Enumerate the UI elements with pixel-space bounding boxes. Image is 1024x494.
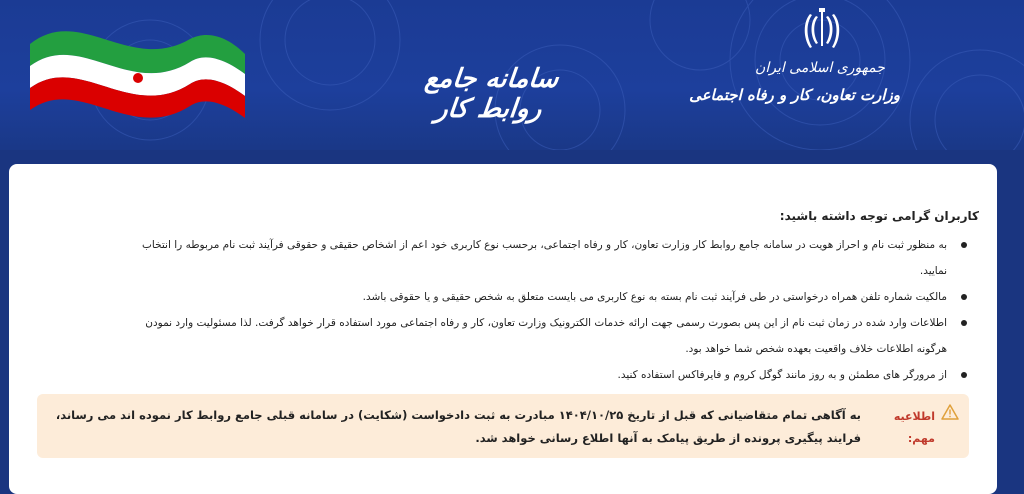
list-item: از مرورگر های مطمئن و به روز مانند گوگل کروم و فایرفاکس استفاده کنید. xyxy=(117,362,967,388)
iran-emblem-icon xyxy=(802,8,842,52)
list-item: به منظور ثبت نام و احراز هویت در سامانه جامع روابط کار وزارت تعاون، کار و رفاه اجتماعی، برحسب نوع کاربری خود اعم از اشخاص حقیقی و حقوقی فرآیند ثبت نام مربوطه را انتخاب نمایید. xyxy=(117,232,967,284)
portal-title: سامانه جامع روابط کار xyxy=(423,64,560,124)
ministry-label: وزارت تعاون، کار و رفاه اجتماعی xyxy=(689,86,900,104)
iran-flag-icon xyxy=(10,4,250,134)
ministry-logo xyxy=(689,8,900,128)
notice-list xyxy=(117,232,967,414)
list-item: مالکیت شماره تلفن همراه درخواستی در طی فرآیند ثبت نام بسته به نوع کاربری می بایست متعلق به شخص حقیقی و یا حقوقی باشد. xyxy=(117,284,967,310)
alert-label: اطلاعیه مهم: xyxy=(893,410,935,445)
republic-label: جمهوری اسلامی ایران xyxy=(755,60,885,76)
warning-icon xyxy=(941,404,959,420)
list-item: اطلاعات وارد شده در زمان ثبت نام از این پس بصورت رسمی جهت ارائه خدمات الکترونیک وزارت تعاون، کار و رفاه اجتماعی مورد استفاده قرار خواهد گرفت. لذا مسئولیت وارد نمودن هرگونه اطلاعات خلاف واقعیت بعهده شخص شما خواهد بود. xyxy=(117,310,967,362)
important-alert xyxy=(37,394,969,458)
registration-notice-card xyxy=(9,164,997,494)
notice-heading: کاربران گرامی توجه داشته باشید: xyxy=(779,209,979,223)
alert-message: به آگاهی تمام متقاضیانی که قبل از تاریخ ۱۴۰۴/۱۰/۲۵ مبادرت به ثبت دادخواست (شکایت) در سامانه قبلی جامع روابط کار نموده اند می رساند، فرایند پیگیری پرونده از طریق پیامک به آنها اطلاع رسانی خواهد شد. xyxy=(55,408,861,445)
site-header xyxy=(0,0,1024,150)
